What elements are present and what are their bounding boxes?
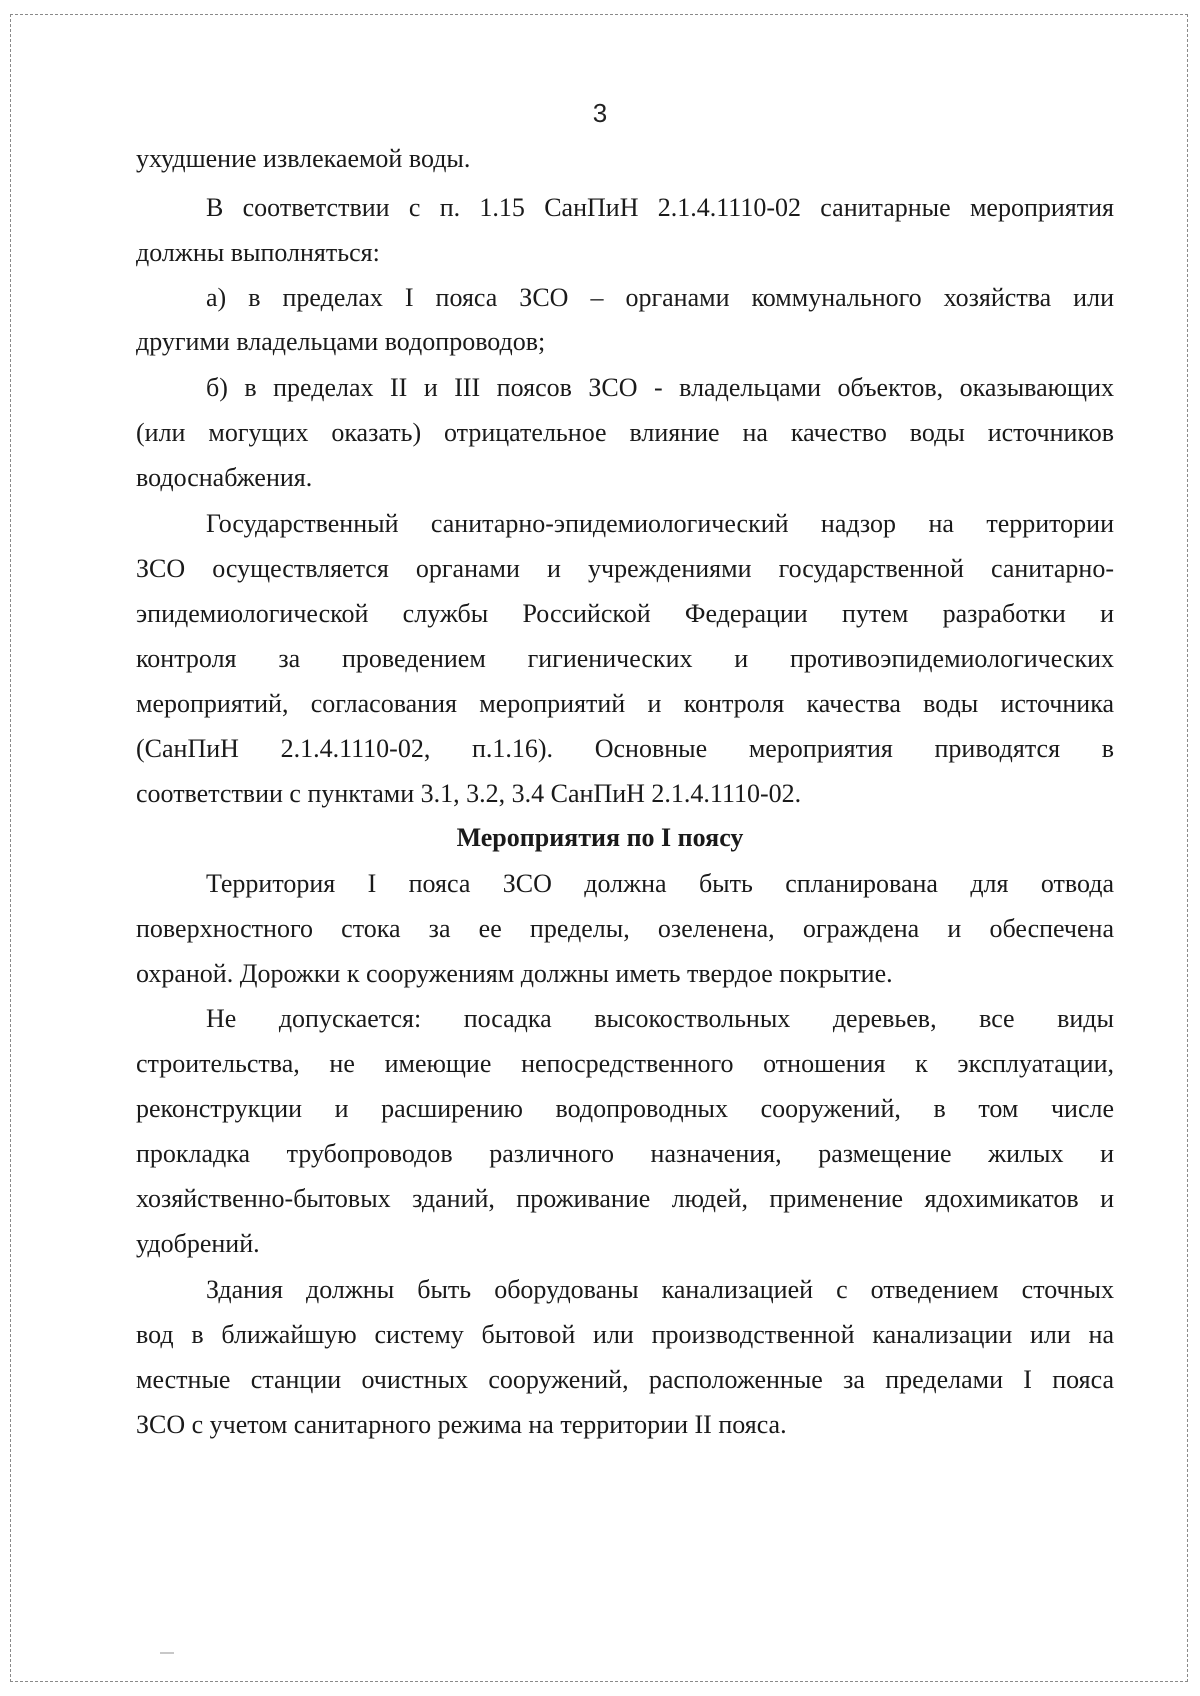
paragraph-line: другими владельцами водопроводов; — [136, 327, 546, 356]
paragraph-line: охраной. Дорожки к сооружениям должны иметь твердое покрытие. — [136, 959, 893, 988]
paragraph-line: контроля за проведением гигиенических и противоэпидемиологических — [136, 644, 1114, 673]
paragraph-line: прокладка трубопроводов различного назначения, размещение жилых и — [136, 1139, 1114, 1168]
paragraph-line: мероприятий, согласования мероприятий и контроля качества воды источника — [136, 689, 1114, 718]
paragraph-line: удобрений. — [136, 1229, 260, 1258]
paragraph-line: б) в пределах II и III поясов ЗСО - владельцами объектов, оказывающих — [206, 373, 1114, 402]
paragraph-line: водоснабжения. — [136, 463, 313, 492]
scan-artifact — [160, 1652, 174, 1654]
page-number: 3 — [592, 98, 608, 128]
paragraph-line: хозяйственно-бытовых зданий, проживание людей, применение ядохимикатов и — [136, 1184, 1114, 1213]
section-heading: Мероприятия по I поясу — [456, 823, 744, 852]
paragraph-line: (или могущих оказать) отрицательное влияние на качество воды источников — [136, 418, 1114, 447]
paragraph-line: ухудшение извлекаемой воды. — [136, 144, 471, 173]
paragraph-line: ЗСО осуществляется органами и учреждениями государственной санитарно- — [136, 554, 1114, 583]
paragraph-line: (СанПиН 2.1.4.1110-02, п.1.16). Основные мероприятия приводятся в — [136, 734, 1114, 763]
paragraph-line: должны выполняться: — [136, 238, 380, 267]
paragraph-line: реконструкции и расширению водопроводных сооружений, в том числе — [136, 1094, 1114, 1123]
paragraph-line: эпидемиологической службы Российской Федерации путем разработки и — [136, 599, 1114, 628]
paragraph-line: ЗСО с учетом санитарного режима на территории II пояса. — [136, 1410, 787, 1439]
paragraph-line: В соответствии с п. 1.15 СанПиН 2.1.4.1110-02 санитарные мероприятия — [206, 193, 1114, 222]
paragraph-line: местные станции очистных сооружений, расположенные за пределами I пояса — [136, 1365, 1114, 1394]
paragraph-line: Территория I пояса ЗСО должна быть спланирована для отвода — [206, 869, 1114, 898]
paragraph-line: поверхностного стока за ее пределы, озеленена, ограждена и обеспечена — [136, 914, 1114, 943]
paragraph-line: вод в ближайшую систему бытовой или производственной канализации или на — [136, 1320, 1114, 1349]
paragraph-line: соответствии с пунктами 3.1, 3.2, 3.4 СанПиН 2.1.4.1110-02. — [136, 779, 802, 808]
paragraph-line: строительства, не имеющие непосредственного отношения к эксплуатации, — [136, 1049, 1114, 1078]
paragraph-line: а) в пределах I пояса ЗСО – органами коммунального хозяйства или — [206, 283, 1114, 312]
paragraph-line: Не допускается: посадка высокоствольных деревьев, все виды — [206, 1004, 1114, 1033]
paragraph-line: Государственный санитарно-эпидемиологический надзор на территории — [206, 509, 1114, 538]
paragraph-line: Здания должны быть оборудованы канализацией с отведением сточных — [206, 1275, 1114, 1304]
